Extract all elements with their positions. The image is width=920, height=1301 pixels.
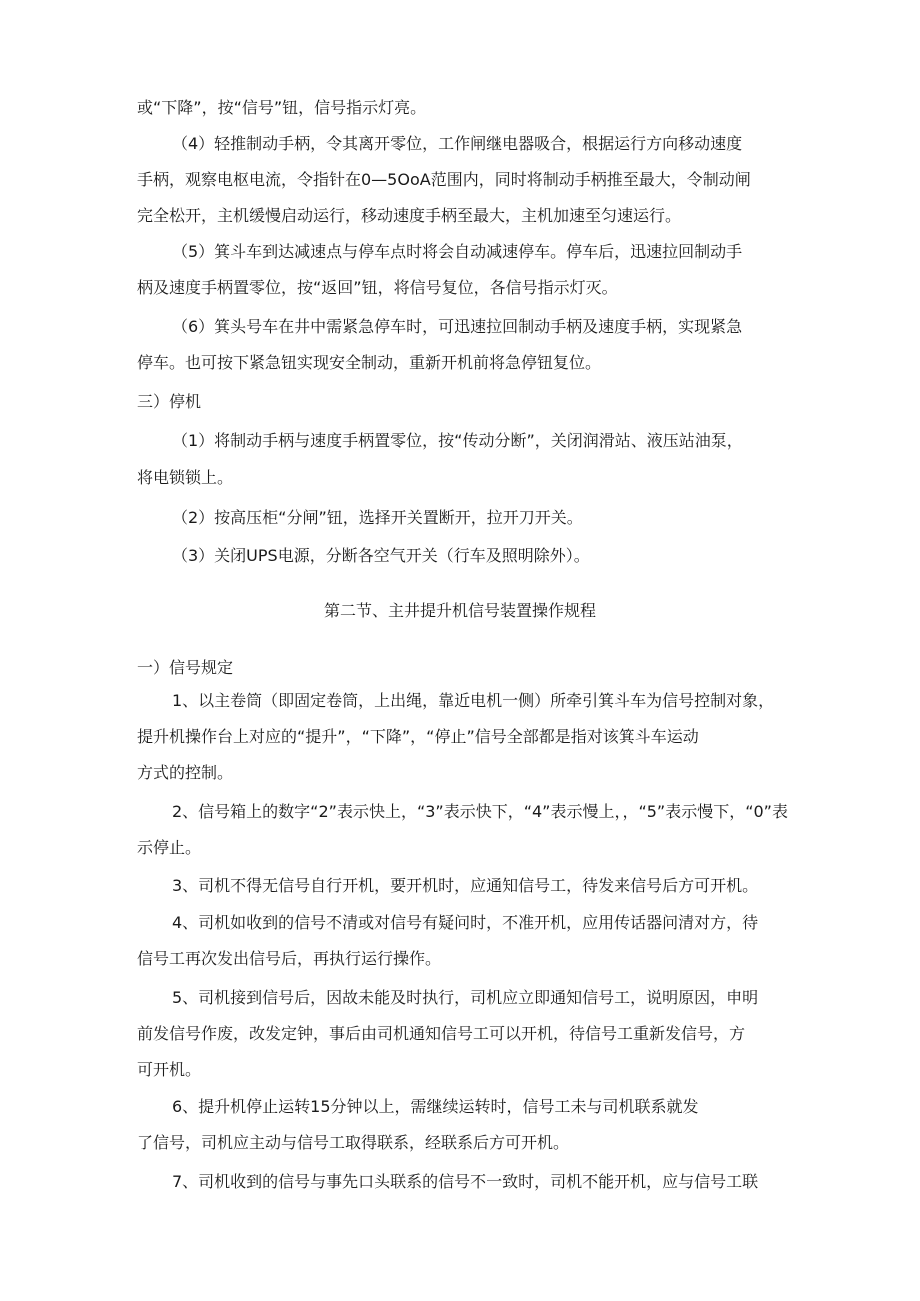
text-line: 了信号，司机应主动与信号工取得联系，经联系后方可开机。: [137, 1133, 570, 1152]
text-line: 信号工再次发出信号后，再执行运行操作。: [137, 949, 442, 968]
text-line: （1）将制动手柄与速度手柄置零位，按“传动分断”，关闭润滑站、液压站油泵，: [172, 431, 743, 450]
text-line: 提升机操作台上对应的“提升”，“下降”，“停止”信号全部都是指对该箕斗车运动: [137, 727, 699, 746]
text-line: （2）按高压柜“分闸”钮，选择开关置断开，拉开刀开关。: [172, 508, 583, 527]
text-line: 停车。也可按下紧急钮实现安全制动，重新开机前将急停钮复位。: [137, 353, 602, 372]
text-line: 4、司机如收到的信号不清或对信号有疑问时，不准开机，应用传话器问清对方，待: [172, 913, 759, 932]
text-line: （4）轻推制动手柄，令其离开零位，工作闸继电器吸合，根据运行方向移动速度: [172, 134, 743, 153]
text-line: （6）箕头号车在井中需紧急停车时，可迅速拉回制动手柄及速度手柄，实现紧急: [172, 317, 743, 336]
section-heading: 一）信号规定: [137, 658, 234, 677]
text-line: 示停止。: [137, 838, 202, 857]
text-line: （3）关闭UPS电源，分断各空气开关（行车及照明除外）。: [172, 546, 590, 565]
text-line: 6、提升机停止运转15分钟以上，需继续运转时，信号工未与司机联系就发: [172, 1097, 699, 1116]
text-line: 7、司机收到的信号与事先口头联系的信号不一致时，司机不能开机，应与信号工联: [172, 1172, 759, 1191]
text-line: 前发信号作废，改发定钟，事后由司机通知信号工可以开机，待信号工重新发信号，方: [137, 1024, 746, 1043]
text-line: 或“下降”，按“信号”钮，信号指示灯亮。: [137, 98, 427, 117]
text-line: 完全松开，主机缓慢启动运行，移动速度手柄至最大，主机加速至匀速运行。: [137, 206, 682, 225]
text-line: 柄及速度手柄置零位，按“返回”钮，将信号复位，各信号指示灯灭。: [137, 278, 618, 297]
text-line: 手柄，观察电枢电流，令指针在0—5OoA范围内，同时将制动手柄推至最大，令制动闸: [137, 170, 751, 189]
text-line: 2、信号箱上的数字“2”表示快上，“3”表示快下，“4”表示慢上，，“5”表示慢下，“0”表: [172, 802, 788, 821]
text-line: 5、司机接到信号后，因故未能及时执行，司机应立即通知信号工，说明原因，申明: [172, 988, 759, 1007]
text-line: 3、司机不得无信号自行开机，要开机时，应通知信号工，待发来信号后方可开机。: [172, 876, 759, 895]
text-line: （5）箕斗车到达减速点与停车点时将会自动减速停车。停车后，迅速拉回制动手: [172, 242, 743, 261]
section-heading: 三）停机: [137, 392, 202, 411]
text-line: 可开机。: [137, 1060, 202, 1079]
text-line: 1、以主卷筒（即固定卷筒，上出绳，靠近电机一侧）所牵引箕斗车为信号控制对象，: [172, 691, 775, 710]
chapter-title: 第二节、主井提升机信号装置操作规程: [323, 601, 596, 620]
text-line: 方式的控制。: [137, 763, 234, 782]
text-line: 将电锁锁上。: [137, 468, 234, 487]
